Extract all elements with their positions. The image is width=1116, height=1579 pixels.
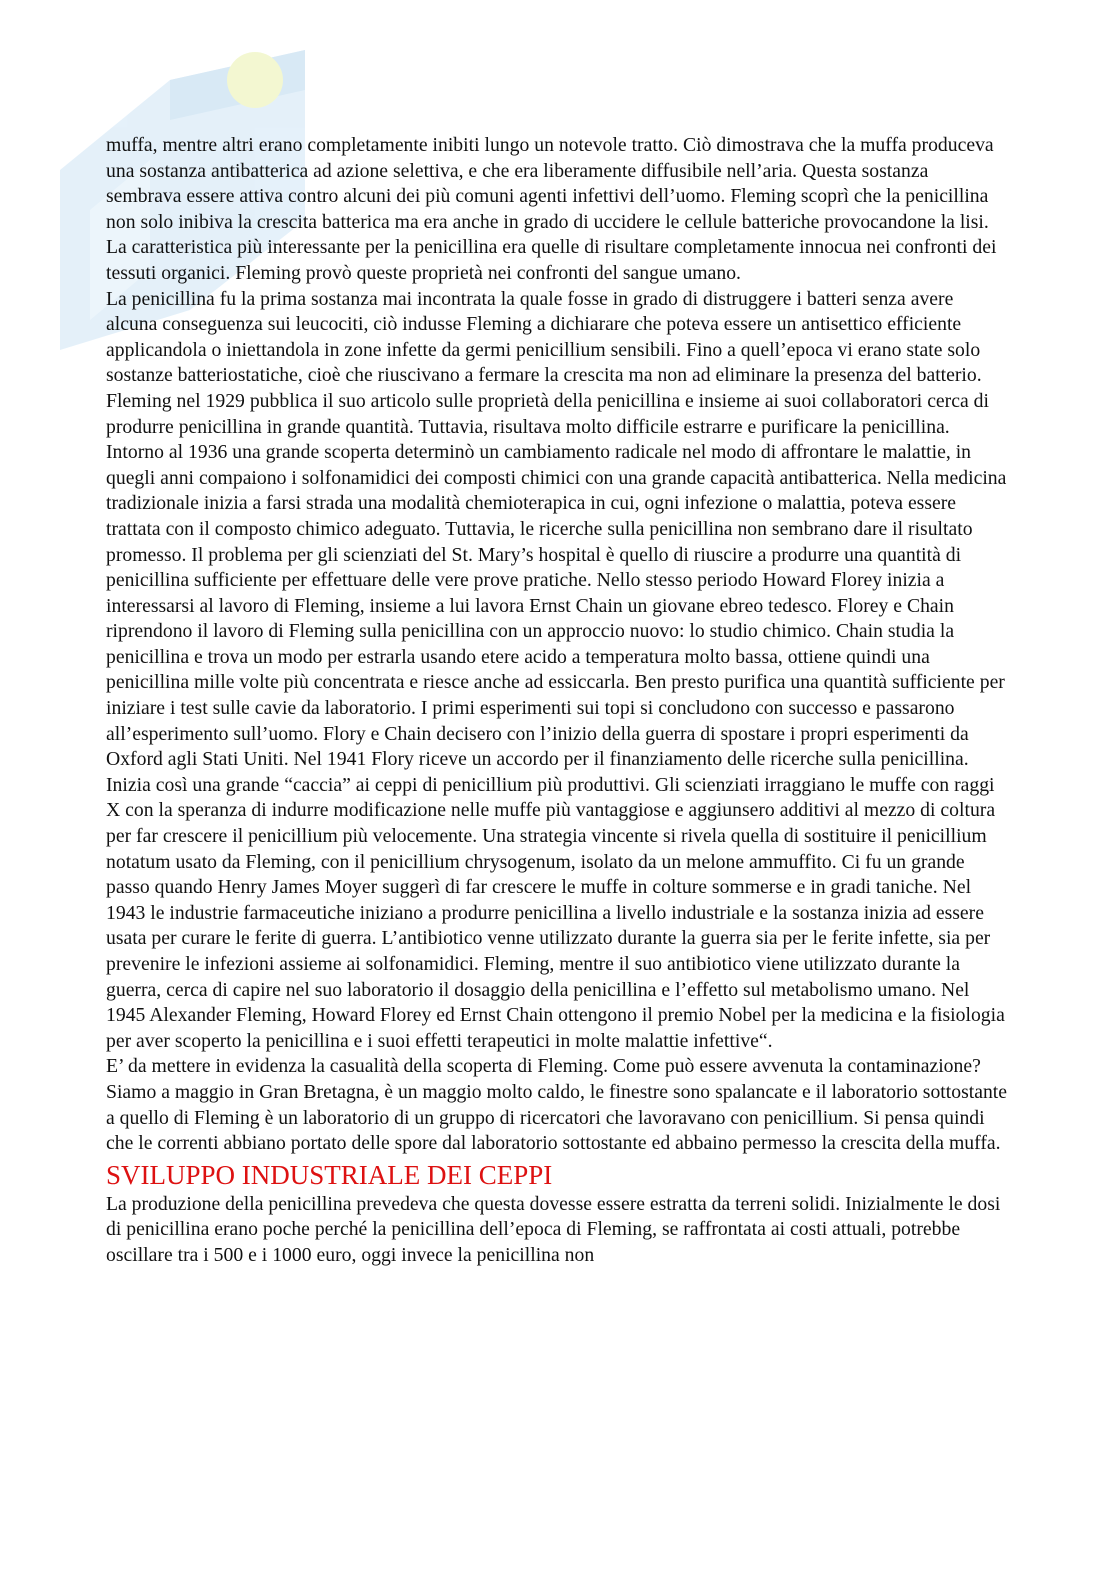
paragraph-2: La penicillina fu la prima sostanza mai incontrata la quale fosse in grado di distruggere i batteri senza avere alcuna conseguenza sui leucociti, ciò indusse Fleming a dichiarare che poteva essere un antisettico efficiente applicandola o iniettandola in zone infette da germi penicillium sensibili. Fino a quell’epoca vi erano state solo sostanze batteriostatiche, cioè che riuscivano a fermare la crescita ma non ad eliminare la presenza del batterio. Fleming nel 1929 pubblica il suo articolo sulle proprietà della penicillina e insieme ai suoi collaboratori cerca di produrre penicillina in grande quantità. Tuttavia, risultava molto difficile estrarre e purificare la penicillina. [106, 287, 989, 438]
section-heading: SVILUPPO INDUSTRIALE DEI CEPPI [106, 1159, 553, 1190]
paragraph-4: E’ da mettere in evidenza la casualità della scoperta di Fleming. Come può essere avvenuta la contaminazione? Siamo a maggio in Gran Bretagna, è un maggio molto caldo, le finestre sono spalancate e il laboratorio sottostante a quello di Fleming è un laboratorio di un gruppo di ricercatori che lavoravano con penicillium. Si pensa quindi che le correnti abbiano portato delle spore dal laboratorio sottostante ed abbaino permesso la crescita della muffa. [106, 1055, 1008, 1155]
paragraph-5: La produzione della penicillina prevedeva che questa dovesse essere estratta da terreni solidi. Inizialmente le dosi di penicillina erano poche perché la penicillina dell’epoca di Fleming, se raffrontata ai costi attuali, potrebbe oscillare tra i 500 e i 1000 euro, oggi invece la penicillina non [106, 1192, 1001, 1266]
paragraph-3: Intorno al 1936 una grande scoperta determinò un cambiamento radicale nel modo di affrontare le malattie, in quegli anni compaiono i solfonamidici dei composti chimici con una grande capacità antibatterica. Nella medicina tradizionale inizia a farsi strada una modalità chemioterapica in cui, ogni infezione o malattia, poteva essere trattata con il composto chimico adeguato. Tuttavia, le ricerche sulla penicillina non sembrano dare il risultato promesso. Il problema per gli scienziati del St. Mary’s hospital è quello di riuscire a produrre una quantità di penicillina sufficiente per effettuare delle vere prove pratiche. Nello stesso periodo Howard Florey inizia a interessarsi al lavoro di Fleming, insieme a lui lavora Ernst Chain un giovane ebreo tedesco. Florey e Chain riprendono il lavoro di Fleming sulla penicillina con un approccio nuovo: lo studio chimico. Chain studia la penicillina e trova un modo per estrarla usando etere acido a temperatura molto bassa, ottiene quindi una penicillina mille volte più concentrata e riesce anche ad essiccarla. Ben presto purifica una quantità sufficiente per iniziare i test sulle cavie da laboratorio. I primi esperimenti sui topi si concludono con successo e passarono all’esperimento sull’uomo. Flory e Chain decisero con l’inizio della guerra di spostare i propri esperimenti da Oxford agli Stati Uniti. Nel 1941 Flory riceve un accordo per il finanziamento delle ricerche sulla penicillina. Inizia così una grande “caccia” ai ceppi di penicillium più produttivi. Gli scienziati irraggiano le muffe con raggi X con la speranza di indurre modificazione nelle muffe più vantaggiose e aggiunsero additivi al mezzo di coltura per far crescere il penicillium più velocemente. Una strategia vincente si rivela quella di sostituire il penicillium notatum usato da Fleming, con il penicillium chrysogenum, isolato da un melone ammuffito. Ci fu un grande passo quando Henry James Moyer suggerì di far crescere le muffe in colture sommerse e in gradi taniche. Nel 1943 le industrie farmaceutiche iniziano a produrre penicillina a livello industriale e la sostanza inizia ad essere usata per curare le ferite di guerra. L’antibiotico venne utilizzato durante la guerra sia per le ferite infette, sia per prevenire le infezioni assieme ai solfonamidici. Fleming, mentre il suo antibiotico viene utilizzato durante la guerra, cerca di capire nel suo laboratorio il dosaggio della penicillina e l’effetto sul metabolismo umano. Nel 1945 Alexander Fleming, Howard Florey ed Ernst Chain ottengono il premio Nobel per la medicina e la fisiologia per aver scoperto la penicillina e i suoi effetti terapeutici in molte malattie infettive“. [106, 441, 1007, 1052]
paragraph-1: muffa, mentre altri erano completamente inibiti lungo un notevole tratto. Ciò dimostrava che la muffa produceva una sostanza antibatterica ad azione selettiva, e che era liberamente diffusibile nell’aria. Questa sostanza sembrava essere attiva contro alcuni dei più comuni agenti infettivi dell’uomo. Fleming scoprì che la penicillina non solo inibiva la crescita batterica ma era anche in grado di uccidere le cellule batteriche provocandone la lisi. La caratteristica più interessante per la penicillina era quelle di risultare completamente innocua nei confronti dei tessuti organici. Fleming provò queste proprietà nei confronti del sangue umano. [106, 134, 997, 284]
document-body [106, 133, 1008, 1269]
